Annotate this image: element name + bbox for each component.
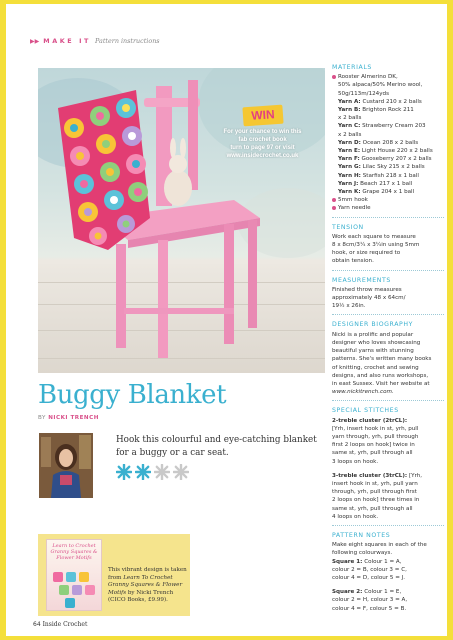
chair-stretcher [124,308,234,314]
tension-text [332,233,444,266]
designer-portrait [39,433,93,498]
stitch-line: 3 loops on hook. [332,458,379,465]
promo-line: turn to page 97 or visit [230,145,295,151]
tension-heading: TENSION [332,223,364,231]
yarn-label: Yarn A: [338,98,361,105]
measurement-line: approximately 48 x 64cm/ [332,295,406,302]
biography-text [332,331,444,388]
yarn-label: Yarn H: [338,172,361,179]
yarn-item: x 2 balls [338,131,362,138]
stitch-line: through, yrh, pull through first [332,489,417,496]
intro-text: Hook this colourful and eye-catching blanket for a buggy or a car seat. [116,435,317,458]
chair-post [188,80,198,190]
magazine-page [6,4,447,636]
tension-line: hook, or size required to [332,250,401,257]
pattern-sidebar: MATERIALS Rooster Almerino DK, 50% alpaca/50% Merino wool, 50g/113m/124yds Yarn A: Custard 210 x 2 balls Yarn B: Brighton Rock 211 x 2 balls Yarn C: Strawberry Cream 203 x 2 balls Yarn D: Ocean 208 x 2 balls Yarn E: Light House 220 x 2 balls Yarn F: Gooseberry 207 x 2 balls Yarn G: Lilac Sky 215 x 2 balls Yarn H: Starfish 218 x 1 ball Yarn J: Beach 217 x 1 ball Yarn K: Grape 204 x 1 ball 5mm hook Yarn needle TENSION Work each square to measure 8 x 8cm/3¼ x 3¼in using 5mm hook, or size required to obtain tension. MEASUREMENTS Finished throw measures approximately 48 x 64cm/ 19½ x 26in. DESIGNER BIOGRAPHY Nicki is a prolific and popular designer who loves showcasing beautiful yarns with stunning patterns. She's written many books of knitting, crochet and sewing designs, and also runs workshops, in east Sussex. Visit her website at www.nickitrench.com. SPECIAL STITCHES 2-treble cluster (2trCL): [Yrh, insert hook in st, yrh, pull yarn through, yrh, pull through first 2 loops on hook] twice in same st, yrh, pull through all 3 loops on hook. 3-treble cluster (3trCL): [Yrh, insert hook in st, yrh, pull yarn through, yrh, pull through first 2 loops on hook] three times in same st, yrh, pull through all 4 loops on hook. PATTERN NOTES Make eight squares in each of the following colourways. Square 1: Colour 1 = A, colour 2 = B, colour 3 = C, colour 4 = D, colour 5 = J. Square 2: Colour 1 = E, colour 2 = H, colour 3 = A, colour 4 = F, colour 5 = B. [332,64,444,613]
book-cover [46,539,102,611]
book-cover-title: Learn to Crochet Granny Squares & Flower Motifs [50,543,98,561]
byline [38,415,99,421]
square-line: colour 4 = D, colour 5 = J. [332,574,406,581]
win-badge: WIN [242,105,283,127]
square-line: colour 2 = B, colour 3 = C, [332,566,407,573]
yarn-item: Yarn K: Grape 204 x 1 ball [338,189,415,196]
materials-hook: 5mm hook [332,196,444,204]
yarn-item: x 2 balls [338,115,362,122]
page-footer [33,621,87,628]
biography-line: designer who loves showcasing [332,339,421,346]
section-label: MAKE IT [43,37,92,45]
yarn-item: Yarn G: Lilac Sky 215 x 2 balls [338,164,425,171]
section-header [30,37,160,45]
yarn-item: Yarn H: Starfish 218 x 1 ball [338,172,419,179]
author-name: NICKI TRENCH [48,415,99,421]
magazine-name: Inside Crochet [42,621,88,628]
biography-line: Nicki is a prolific and popular [332,331,414,338]
chair-leg [116,244,126,348]
yarn-item: Yarn J: Beach 217 x 1 ball [338,180,413,187]
square-line: colour 4 = F, colour 5 = B. [332,605,407,612]
difficulty-rating [116,464,189,480]
chevron-icon: ▶▶ [30,37,40,45]
stitch-2trcl-text [332,425,444,466]
notes-line: following colourways. [332,550,393,557]
stitch-line: same st, yrh, pull through all [332,505,413,512]
biography-line: patterns. She's written many books [332,356,432,363]
tension-line: obtain tension. [332,258,374,265]
biography-line: designs, and also runs workshops, [332,372,429,379]
promo-line: For your chance to win this [223,129,302,135]
chair-leg [158,240,168,358]
tension-line: 8 x 8cm/3¼ x 3¼in using 5mm [332,242,420,249]
stitch-line: insert hook in st, yrh, pull yarn [332,480,418,487]
yarn-label: Yarn G: [338,164,361,171]
measurement-line: Finished throw measures [332,286,402,293]
yarn-label: Yarn B: [338,107,361,114]
book-title: Learn To Crochet Granny Squares & Flower Motifs [108,574,183,596]
yarn-item: Yarn D: Ocean 208 x 2 balls [338,139,419,146]
square-line: colour 2 = H, colour 3 = A, [332,597,408,604]
difficulty-star-filled-icon [116,464,132,480]
promo-url: www.insidecrochet.co.uk [226,153,299,159]
square-2-label: Square 2: [332,589,363,596]
yarn-item: Yarn E: Light House 220 x 2 balls [338,148,433,155]
materials-yarn: Rooster Almerino DK, [332,73,444,81]
stitch-line: [Yrh, insert hook in st, yrh, pull [332,425,419,432]
yarn-item: Yarn B: Brighton Rock 211 [338,107,414,114]
competition-promo [216,106,309,160]
materials-heading: MATERIALS [332,64,372,71]
byline-prefix: BY [38,415,46,421]
yarn-label: Yarn C: [338,123,361,130]
difficulty-star-empty-icon [154,464,170,480]
stitch-line: 2 loops on hook] three times in [332,497,420,504]
page-number: 64 [33,621,41,628]
chair-leg [224,224,234,344]
tension-line: Work each square to measure [332,233,416,240]
yarn-item: Yarn F: Gooseberry 207 x 2 balls [338,156,432,163]
stitches-heading: SPECIAL STITCHES [332,407,399,415]
stitch-line: first 2 loops on hook] twice in [332,442,415,449]
chair-leg [248,220,257,328]
square-1-text [332,566,444,582]
yarn-label: Yarn E: [338,148,361,155]
notes-line: Make eight squares in each of the [332,542,427,549]
biography-line: beautiful yarns with stunning [332,348,414,355]
subsection-label: Pattern instructions [95,37,160,45]
notes-text [332,541,444,557]
pattern-title: Buggy Blanket [38,380,227,410]
measurements-heading: MEASUREMENTS [332,276,391,284]
yarn-label: Yarn J: [338,180,359,187]
stitch-2trcl-title: 2-treble cluster (2trCL): [332,417,408,424]
square-2-text [332,596,444,612]
materials-needle: Yarn needle [332,204,444,212]
difficulty-star-empty-icon [173,464,189,480]
yarn-list [332,98,444,196]
rabbit-toy [164,170,192,206]
stitch-3trcl-title: 3-treble cluster (3trCL): [332,472,408,479]
difficulty-star-filled-icon [135,464,151,480]
book-caption: This vibrant design is taken from Learn To Crochet Granny Squares & Flower Motifs by Nicki Trench (CICO Books, £9.99). [108,567,187,604]
biography-line: of knitting, crochet and sewing [332,364,419,371]
stitch-3trcl-text [332,480,444,521]
yarn-label: Yarn F: [338,156,360,163]
stitch-line: 4 loops on hook. [332,513,379,520]
yarn-item: Yarn C: Strawberry Cream 203 [338,123,426,130]
biography-heading: DESIGNER BIOGRAPHY [332,321,414,329]
measurements-text [332,286,444,311]
stitch-line: same st, yrh, pull through all [332,450,413,457]
notes-heading: PATTERN NOTES [332,531,391,539]
square-1-label: Square 1: [332,558,363,565]
promo-line: fab crochet book [238,137,287,143]
book-promo [38,534,190,616]
biography-line: in east Sussex. Visit her website at [332,380,430,387]
measurement-line: 19½ x 26in. [332,303,366,310]
designer-website: www.nickitrench.com. [332,389,394,396]
yarn-label: Yarn D: [338,139,361,146]
yarn-item: Yarn A: Custard 210 x 2 balls [338,98,422,105]
yarn-label: Yarn K: [338,189,361,196]
stitch-line: yarn through, yrh, pull through [332,433,419,440]
